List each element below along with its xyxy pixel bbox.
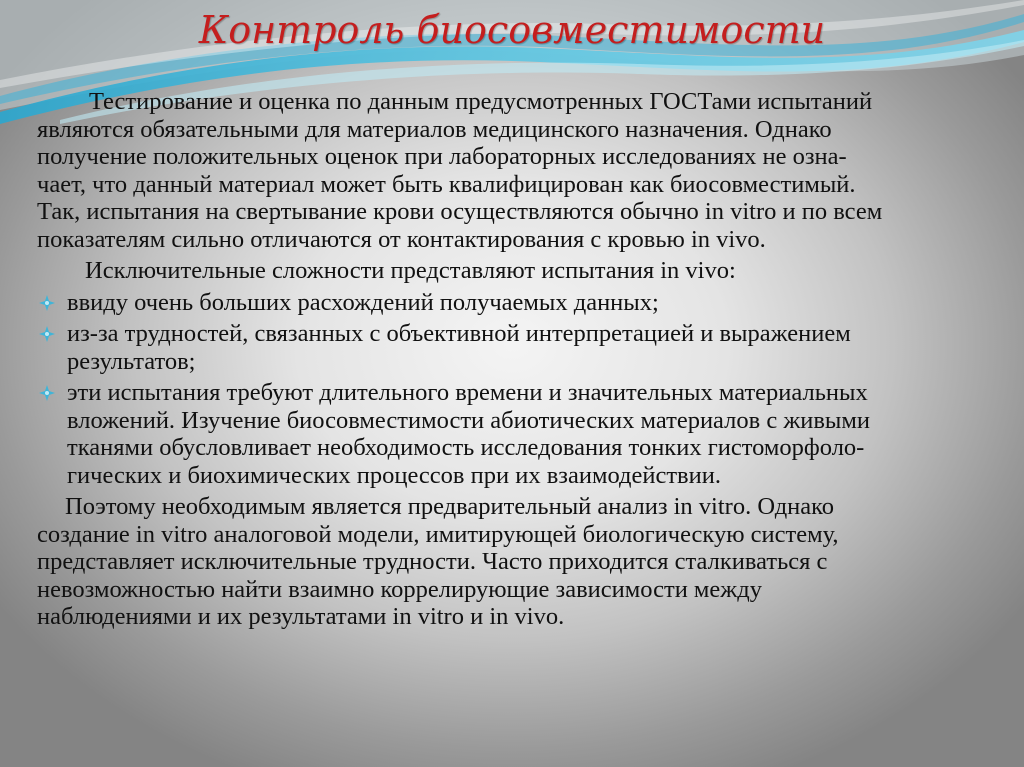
page-title: Контроль биосовместимости (198, 8, 826, 52)
paragraph-line: Так, испытания на свертывание крови осуществляются обычно in vitro и по всем (37, 198, 883, 225)
bullet-item (37, 320, 997, 375)
paragraph-line: Тестирование и оценка по данным предусмотренных ГОСТами испытаний (89, 88, 873, 115)
paragraph-line: представляет исключительные трудности. Часто приходится сталкиваться с (37, 548, 828, 575)
paragraph-line: создание in vitro аналоговой модели, имитирующей биологическую систему, (37, 520, 839, 548)
paragraph-line: являются обязательными для материалов медицинского назначения. Однако (37, 115, 832, 143)
bullet-line: вложений. Изучение биосовместимости абиотических материалов с живыми (67, 406, 870, 434)
paragraph-line: наблюдениями и их результатами in vitro и in vivo. (37, 603, 565, 630)
paragraph-line: невозможностью найти взаимно коррелирующие зависимости между (37, 575, 762, 603)
bullet-line: результатов; (67, 347, 196, 375)
bullet-line: эти испытания требуют длительного времени и значительных материальных (67, 379, 868, 406)
paragraph-line: показателям сильно отличаются от контактирования с кровью in vivo. (37, 225, 766, 253)
bullet-line: ввиду очень больших расхождений получаемых данных; (67, 288, 659, 316)
bullet-line: гических и биохимических процессов при их взаимодействии. (67, 461, 721, 489)
diamond-bullet-icon (39, 385, 55, 401)
bullet-line: из-за трудностей, связанных с объективной интерпретацией и выражением (67, 320, 851, 347)
bullet-item (37, 379, 997, 489)
diamond-bullet-icon (39, 295, 55, 311)
paragraph-line: получение положительных оценок при лабораторных исследованиях не озна- (37, 143, 847, 170)
bullet-item (37, 289, 997, 317)
paragraph-line: Исключительные сложности представляют испытания in vivo: (85, 257, 736, 284)
slide-body (37, 88, 997, 631)
paragraph-line: чает, что данный материал может быть квалифицирован как биосовместимый. (37, 170, 856, 198)
diamond-bullet-icon (39, 326, 55, 342)
paragraph-line: Поэтому необходимым является предварительный анализ in vitro. Однако (65, 493, 835, 520)
bullet-line: тканями обусловливает необходимость исследования тонких гистоморфоло- (67, 434, 865, 461)
